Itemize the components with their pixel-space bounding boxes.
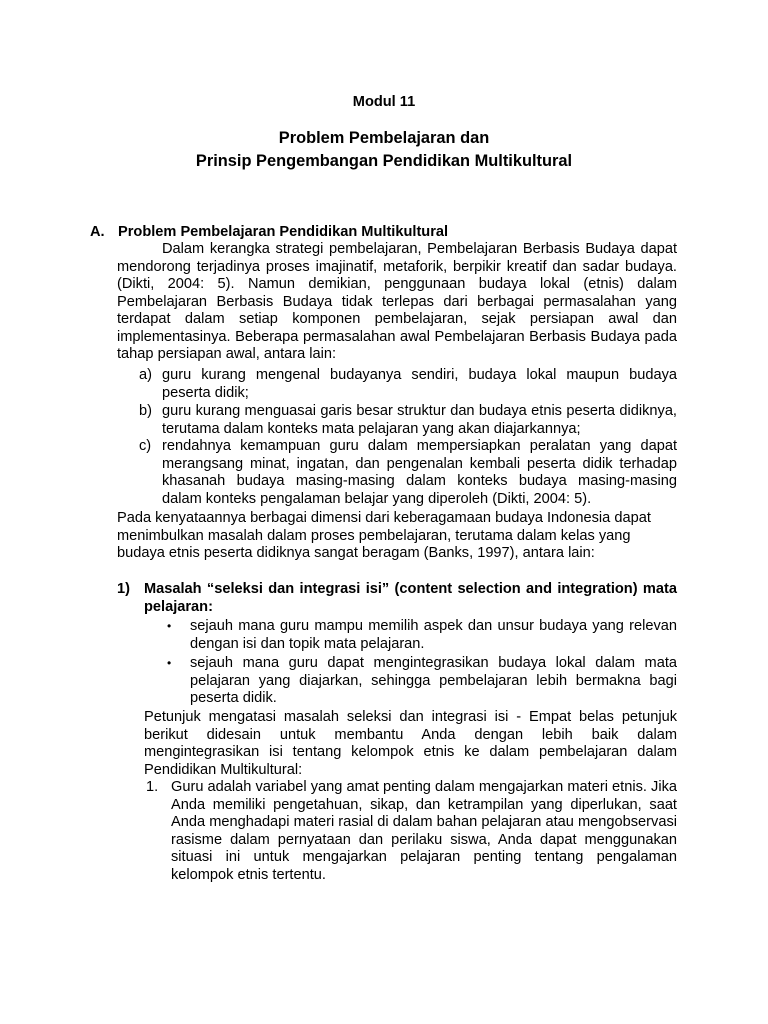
bullet-icon: • [167, 619, 172, 633]
problem-1-heading: Masalah “seleksi dan integrasi isi” (content selection and integration) mata pelajaran: [144, 581, 677, 615]
tip-item: Guru adalah variabel yang amat penting dalam mengajarkan materi etnis. Jika Anda memiliki pengetahuan, sikap, dan ketrampilan yang diperlukan, saat Anda menghadapi materi rasial di dalam bahan pelajaran atau mengobservasi rasisme dalam pernyataan dan perilaku siswa, Anda dapat menggunakan situasi ini untuk mengajarkan pelajaran penting tentang pengalaman kelompok etnis tertentu. [171, 779, 677, 883]
list-item: rendahnya kemampuan guru dalam mempersiapkan peralatan yang dapat merangsang minat, ingatan, dan pengenalan kembali peserta didik terhadap khasanah budaya masing-masing dalam konteks budaya masing-masing dalam konteks pengalaman belajar yang diperoleh (Dikti, 2004: 5). [162, 438, 677, 507]
list-item: guru kurang mengenal budayanya sendiri, budaya lokal maupun budaya peserta didik; [162, 367, 677, 401]
section-a-title: Problem Pembelajaran Pendidikan Multikultural [118, 224, 449, 240]
bullet-item: sejauh mana guru mampu memilih aspek dan unsur budaya yang relevan dengan isi dan topik mata pelajaran. [190, 618, 677, 652]
section-a-intro: Dalam kerangka strategi pembelajaran, Pembelajaran Berbasis Budaya dapat mendorong terjadinya proses imajinatif, metaforik, berpikir kreatif dan sadar budaya. (Dikti, 2004: 5). Namun demikian, penggunaan budaya lokal (etnis) dalam Pembelajaran Berbasis Budaya tidak terlepas dari berbagai permasalahan yang terdapat dalam setiap komponen pembelajaran, sejak persiapan awal dan implementasinya. Beberapa permasalahan awal Pembelajaran Berbasis Budaya pada tahap persiapan awal, antara lain: [117, 241, 677, 362]
title-line-2: Prinsip Pengembangan Pendidikan Multikultural [195, 152, 573, 170]
reality-paragraph: Pada kenyataannya berbagai dimensi dari keberagamaan budaya Indonesia dapat menimbulkan masalah dalam proses pembelajaran, terutama dalam kelas yang budaya etnis peserta didiknya sangat beragam (Banks, 1997), antara lain: [117, 510, 651, 561]
tip-number: 1. [146, 779, 159, 795]
section-a-letter: A. [90, 224, 105, 240]
bullet-item: sejauh mana guru dapat mengintegrasikan budaya lokal dalam mata pelajaran yang diajarkan, sehingga pembelajaran lebih bermakna bagi peserta didik. [190, 655, 677, 706]
bullet-icon: • [167, 656, 172, 670]
problem-1-number: 1) [117, 581, 130, 597]
guidance-paragraph: Petunjuk mengatasi masalah seleksi dan integrasi isi - Empat belas petunjuk berikut didesain untuk membantu Anda dengan lebih baik dalam mengintegrasikan isi tentang kelompok etnis ke dalam pembelajaran dalam Pendidikan Multikultural: [144, 709, 677, 778]
module-number: Modul 11 [352, 94, 416, 110]
list-item-label: b) [139, 403, 152, 419]
title-line-1: Problem Pembelajaran dan [278, 129, 490, 147]
list-item-label: a) [139, 367, 152, 383]
list-item: guru kurang menguasai garis besar struktur dan budaya etnis peserta didiknya, terutama dalam konteks mata pelajaran yang akan diajarkannya; [162, 403, 677, 437]
list-item-label: c) [139, 438, 152, 454]
